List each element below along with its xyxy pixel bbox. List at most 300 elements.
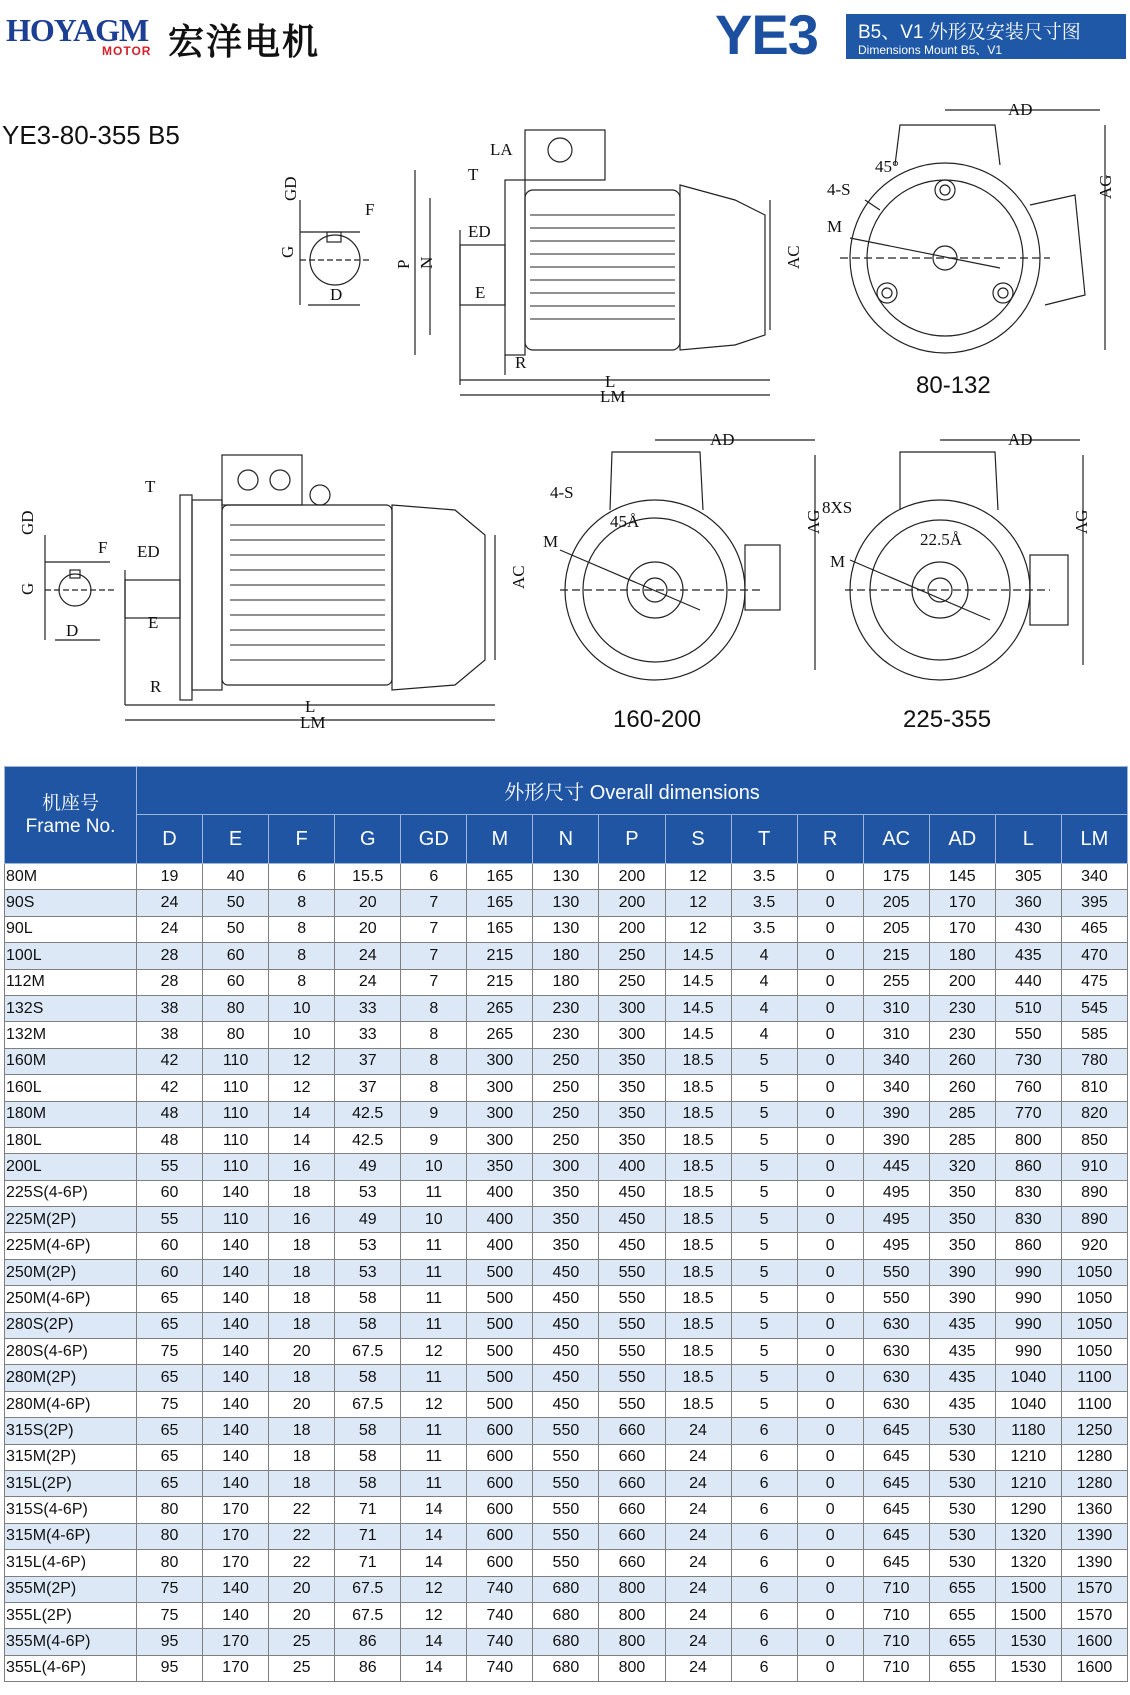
value-cell: 600: [467, 1470, 533, 1496]
value-cell: 71: [335, 1550, 401, 1576]
value-cell: 645: [863, 1497, 929, 1523]
label-r-b: R: [150, 677, 162, 696]
value-cell: 14: [269, 1127, 335, 1153]
value-cell: 75: [137, 1391, 203, 1417]
value-cell: 435: [929, 1391, 995, 1417]
value-cell: 495: [863, 1207, 929, 1233]
value-cell: 660: [599, 1444, 665, 1470]
value-cell: 14.5: [665, 1022, 731, 1048]
value-cell: 42: [137, 1075, 203, 1101]
value-cell: 435: [995, 943, 1061, 969]
value-cell: 530: [929, 1550, 995, 1576]
value-cell: 800: [599, 1602, 665, 1628]
dimension-drawings: [0, 100, 1130, 750]
value-cell: 4: [731, 969, 797, 995]
table-row: [5, 1180, 1128, 1206]
value-cell: 55: [137, 1154, 203, 1180]
frame-cell: 280M(4-6P): [5, 1391, 137, 1417]
value-cell: 24: [335, 943, 401, 969]
value-cell: 660: [599, 1523, 665, 1549]
value-cell: 760: [995, 1075, 1061, 1101]
value-cell: 435: [929, 1339, 995, 1365]
frame-header: [5, 767, 137, 864]
value-cell: 550: [599, 1391, 665, 1417]
table-row: [5, 1286, 1128, 1312]
value-cell: 11: [401, 1259, 467, 1285]
value-cell: 450: [599, 1233, 665, 1259]
value-cell: 170: [203, 1497, 269, 1523]
value-cell: 0: [797, 1312, 863, 1338]
value-cell: 305: [995, 864, 1061, 890]
value-cell: 250: [599, 943, 665, 969]
value-cell: 140: [203, 1339, 269, 1365]
value-cell: 550: [995, 1022, 1061, 1048]
value-cell: 0: [797, 1523, 863, 1549]
value-cell: 8: [269, 916, 335, 942]
value-cell: 140: [203, 1418, 269, 1444]
value-cell: 80: [203, 995, 269, 1021]
value-cell: 1530: [995, 1655, 1061, 1681]
value-cell: 550: [533, 1418, 599, 1444]
value-cell: 18: [269, 1180, 335, 1206]
value-cell: 740: [467, 1602, 533, 1628]
value-cell: 1210: [995, 1444, 1061, 1470]
label-m-mid: M: [543, 532, 559, 551]
value-cell: 5: [731, 1391, 797, 1417]
value-cell: 250: [533, 1101, 599, 1127]
label-g-b: G: [18, 582, 37, 595]
value-cell: 1290: [995, 1497, 1061, 1523]
value-cell: 33: [335, 995, 401, 1021]
caption-80-132: 80-132: [916, 372, 991, 399]
value-cell: 14: [401, 1497, 467, 1523]
end-view-80-132: [827, 100, 1115, 353]
value-cell: 67.5: [335, 1339, 401, 1365]
frame-cell: 180M: [5, 1101, 137, 1127]
value-cell: 5: [731, 1075, 797, 1101]
label-gd: GD: [281, 176, 300, 201]
value-cell: 95: [137, 1655, 203, 1681]
value-cell: 14.5: [665, 943, 731, 969]
value-cell: 390: [929, 1259, 995, 1285]
title-en: Dimensions Mount B5、V1: [858, 43, 1003, 57]
value-cell: 260: [929, 1048, 995, 1074]
value-cell: 1500: [995, 1602, 1061, 1628]
value-cell: 200: [599, 890, 665, 916]
value-cell: 25: [269, 1655, 335, 1681]
value-cell: 800: [599, 1576, 665, 1602]
value-cell: 6: [731, 1629, 797, 1655]
value-cell: 300: [467, 1101, 533, 1127]
value-cell: 18: [269, 1470, 335, 1496]
value-cell: 58: [335, 1286, 401, 1312]
value-cell: 1530: [995, 1629, 1061, 1655]
value-cell: 0: [797, 1259, 863, 1285]
column-header: T: [731, 815, 797, 864]
value-cell: 80: [137, 1550, 203, 1576]
column-header: R: [797, 815, 863, 864]
value-cell: 400: [599, 1154, 665, 1180]
value-cell: 770: [995, 1101, 1061, 1127]
value-cell: 450: [533, 1391, 599, 1417]
value-cell: 350: [467, 1154, 533, 1180]
value-cell: 230: [929, 995, 995, 1021]
label-f: F: [365, 200, 375, 219]
value-cell: 285: [929, 1127, 995, 1153]
value-cell: 1320: [995, 1550, 1061, 1576]
model-title: YE3-80-355 B5: [2, 120, 180, 150]
value-cell: 0: [797, 1365, 863, 1391]
overall-header: 外形尺寸 Overall dimensions: [137, 767, 1128, 815]
value-cell: 0: [797, 1180, 863, 1206]
value-cell: 450: [533, 1365, 599, 1391]
value-cell: 53: [335, 1233, 401, 1259]
value-cell: 475: [1061, 969, 1127, 995]
value-cell: 19: [137, 864, 203, 890]
value-cell: 170: [203, 1523, 269, 1549]
value-cell: 48: [137, 1127, 203, 1153]
value-cell: 12: [401, 1602, 467, 1628]
label-4s-mid: 4-S: [550, 483, 574, 502]
value-cell: 780: [1061, 1048, 1127, 1074]
value-cell: 340: [1061, 864, 1127, 890]
label-ac-b: AC: [509, 565, 528, 589]
value-cell: 500: [467, 1286, 533, 1312]
value-cell: 37: [335, 1075, 401, 1101]
label-e-top: E: [475, 283, 486, 302]
value-cell: 550: [599, 1312, 665, 1338]
value-cell: 22: [269, 1497, 335, 1523]
value-cell: 0: [797, 1339, 863, 1365]
value-cell: 550: [599, 1259, 665, 1285]
value-cell: 20: [269, 1576, 335, 1602]
value-cell: 0: [797, 1101, 863, 1127]
value-cell: 200: [599, 916, 665, 942]
value-cell: 6: [731, 1418, 797, 1444]
table-row: [5, 1602, 1128, 1628]
value-cell: 48: [137, 1101, 203, 1127]
column-header-row: [5, 815, 1128, 864]
value-cell: 740: [467, 1576, 533, 1602]
value-cell: 10: [401, 1154, 467, 1180]
value-cell: 38: [137, 1022, 203, 1048]
value-cell: 730: [995, 1048, 1061, 1074]
value-cell: 470: [1061, 943, 1127, 969]
value-cell: 680: [533, 1629, 599, 1655]
label-la: LA: [490, 140, 513, 159]
frame-cell: 315L(4-6P): [5, 1550, 137, 1576]
value-cell: 180: [929, 943, 995, 969]
value-cell: 645: [863, 1444, 929, 1470]
value-cell: 12: [401, 1391, 467, 1417]
value-cell: 58: [335, 1418, 401, 1444]
value-cell: 450: [599, 1180, 665, 1206]
value-cell: 4: [731, 995, 797, 1021]
value-cell: 80: [137, 1523, 203, 1549]
value-cell: 8: [269, 943, 335, 969]
value-cell: 58: [335, 1365, 401, 1391]
value-cell: 12: [665, 864, 731, 890]
value-cell: 395: [1061, 890, 1127, 916]
value-cell: 8: [401, 995, 467, 1021]
value-cell: 130: [533, 916, 599, 942]
frame-cell: 355L(2P): [5, 1602, 137, 1628]
column-header: L: [995, 815, 1061, 864]
value-cell: 340: [863, 1075, 929, 1101]
value-cell: 7: [401, 943, 467, 969]
table-row: [5, 1339, 1128, 1365]
column-header: E: [203, 815, 269, 864]
value-cell: 990: [995, 1312, 1061, 1338]
value-cell: 37: [335, 1048, 401, 1074]
value-cell: 400: [467, 1207, 533, 1233]
value-cell: 430: [995, 916, 1061, 942]
value-cell: 110: [203, 1154, 269, 1180]
value-cell: 18.5: [665, 1339, 731, 1365]
value-cell: 350: [599, 1075, 665, 1101]
value-cell: 95: [137, 1629, 203, 1655]
value-cell: 110: [203, 1127, 269, 1153]
value-cell: 310: [863, 1022, 929, 1048]
value-cell: 265: [467, 1022, 533, 1048]
table-row: [5, 1576, 1128, 1602]
value-cell: 740: [467, 1629, 533, 1655]
value-cell: 9: [401, 1101, 467, 1127]
value-cell: 16: [269, 1207, 335, 1233]
value-cell: 300: [467, 1075, 533, 1101]
value-cell: 1100: [1061, 1365, 1127, 1391]
value-cell: 360: [995, 890, 1061, 916]
value-cell: 18.5: [665, 1312, 731, 1338]
value-cell: 18.5: [665, 1180, 731, 1206]
label-l-top: L: [605, 372, 616, 391]
value-cell: 18.5: [665, 1048, 731, 1074]
value-cell: 170: [203, 1629, 269, 1655]
value-cell: 24: [137, 890, 203, 916]
value-cell: 860: [995, 1233, 1061, 1259]
label-e-b: E: [148, 613, 159, 632]
value-cell: 11: [401, 1286, 467, 1312]
value-cell: 830: [995, 1207, 1061, 1233]
value-cell: 33: [335, 1022, 401, 1048]
value-cell: 1040: [995, 1365, 1061, 1391]
value-cell: 350: [599, 1048, 665, 1074]
column-header: S: [665, 815, 731, 864]
column-header: AC: [863, 815, 929, 864]
value-cell: 630: [863, 1312, 929, 1338]
value-cell: 14: [269, 1101, 335, 1127]
value-cell: 660: [599, 1418, 665, 1444]
table-row: [5, 1444, 1128, 1470]
label-n: N: [417, 256, 436, 269]
value-cell: 0: [797, 1048, 863, 1074]
value-cell: 1570: [1061, 1602, 1127, 1628]
table-body: [5, 864, 1128, 1682]
value-cell: 55: [137, 1207, 203, 1233]
frame-cell: 315L(2P): [5, 1470, 137, 1496]
label-ag-right: AG: [1072, 509, 1091, 534]
value-cell: 18.5: [665, 1286, 731, 1312]
value-cell: 50: [203, 890, 269, 916]
value-cell: 550: [533, 1550, 599, 1576]
end-view-160-200: [543, 430, 823, 680]
value-cell: 170: [929, 890, 995, 916]
label-8xs: 8XS: [822, 498, 853, 517]
value-cell: 660: [599, 1497, 665, 1523]
value-cell: 1600: [1061, 1655, 1127, 1681]
value-cell: 18.5: [665, 1391, 731, 1417]
value-cell: 205: [863, 890, 929, 916]
value-cell: 1050: [1061, 1259, 1127, 1285]
table-row: [5, 916, 1128, 942]
frame-cell: 280M(2P): [5, 1365, 137, 1391]
value-cell: 390: [929, 1286, 995, 1312]
value-cell: 18: [269, 1312, 335, 1338]
value-cell: 435: [929, 1365, 995, 1391]
table-row: [5, 1497, 1128, 1523]
value-cell: 300: [599, 995, 665, 1021]
value-cell: 6: [731, 1550, 797, 1576]
column-header: AD: [929, 815, 995, 864]
caption-160-200: 160-200: [613, 706, 702, 733]
value-cell: 11: [401, 1444, 467, 1470]
value-cell: 530: [929, 1523, 995, 1549]
value-cell: 75: [137, 1602, 203, 1628]
value-cell: 20: [335, 916, 401, 942]
value-cell: 28: [137, 943, 203, 969]
value-cell: 5: [731, 1101, 797, 1127]
value-cell: 600: [467, 1418, 533, 1444]
value-cell: 12: [665, 890, 731, 916]
column-header: GD: [401, 815, 467, 864]
value-cell: 810: [1061, 1075, 1127, 1101]
value-cell: 86: [335, 1655, 401, 1681]
value-cell: 1250: [1061, 1418, 1127, 1444]
value-cell: 20: [269, 1602, 335, 1628]
value-cell: 710: [863, 1629, 929, 1655]
value-cell: 530: [929, 1470, 995, 1496]
table-row: [5, 969, 1128, 995]
value-cell: 22: [269, 1523, 335, 1549]
table-row: [5, 995, 1128, 1021]
value-cell: 4: [731, 943, 797, 969]
side-view-large: [125, 455, 528, 732]
value-cell: 140: [203, 1444, 269, 1470]
frame-cell: 160L: [5, 1075, 137, 1101]
value-cell: 660: [599, 1550, 665, 1576]
value-cell: 24: [665, 1655, 731, 1681]
value-cell: 12: [401, 1576, 467, 1602]
frame-cell: 250M(4-6P): [5, 1286, 137, 1312]
value-cell: 255: [863, 969, 929, 995]
value-cell: 130: [533, 890, 599, 916]
label-ag-top: AG: [1096, 174, 1115, 199]
value-cell: 1570: [1061, 1576, 1127, 1602]
value-cell: 145: [929, 864, 995, 890]
value-cell: 60: [137, 1259, 203, 1285]
value-cell: 0: [797, 890, 863, 916]
value-cell: 250: [533, 1075, 599, 1101]
label-lm-top: LM: [600, 387, 626, 406]
label-ac-top: AC: [784, 245, 803, 269]
value-cell: 0: [797, 969, 863, 995]
value-cell: 1040: [995, 1391, 1061, 1417]
value-cell: 60: [203, 943, 269, 969]
value-cell: 60: [137, 1180, 203, 1206]
value-cell: 12: [401, 1339, 467, 1365]
table-row: [5, 1629, 1128, 1655]
frame-cell: 132S: [5, 995, 137, 1021]
value-cell: 80: [137, 1497, 203, 1523]
value-cell: 400: [467, 1233, 533, 1259]
value-cell: 550: [533, 1523, 599, 1549]
value-cell: 1210: [995, 1470, 1061, 1496]
value-cell: 660: [599, 1470, 665, 1496]
frame-cell: 225M(2P): [5, 1207, 137, 1233]
label-lm-b: LM: [300, 713, 326, 732]
value-cell: 49: [335, 1207, 401, 1233]
frame-cell: 280S(2P): [5, 1312, 137, 1338]
value-cell: 18: [269, 1444, 335, 1470]
value-cell: 20: [335, 890, 401, 916]
value-cell: 8: [269, 890, 335, 916]
caption-225-355: 225-355: [903, 706, 992, 733]
value-cell: 495: [863, 1233, 929, 1259]
frame-cell: 90L: [5, 916, 137, 942]
table-row: [5, 864, 1128, 890]
value-cell: 550: [533, 1470, 599, 1496]
frame-cell: 225M(4-6P): [5, 1233, 137, 1259]
value-cell: 18.5: [665, 1207, 731, 1233]
value-cell: 890: [1061, 1207, 1127, 1233]
value-cell: 53: [335, 1180, 401, 1206]
value-cell: 20: [269, 1339, 335, 1365]
value-cell: 0: [797, 1233, 863, 1259]
value-cell: 24: [665, 1550, 731, 1576]
end-view-225-355: [822, 430, 1091, 680]
value-cell: 8: [269, 969, 335, 995]
value-cell: 200: [929, 969, 995, 995]
value-cell: 49: [335, 1154, 401, 1180]
value-cell: 58: [335, 1444, 401, 1470]
brand-logo: HOYAGM: [6, 12, 149, 48]
column-header: M: [467, 815, 533, 864]
shaft-section-bottom: [18, 510, 115, 640]
value-cell: 6: [401, 864, 467, 890]
value-cell: 1180: [995, 1418, 1061, 1444]
value-cell: 110: [203, 1207, 269, 1233]
value-cell: 860: [995, 1154, 1061, 1180]
value-cell: 0: [797, 1576, 863, 1602]
value-cell: 1050: [1061, 1339, 1127, 1365]
value-cell: 445: [863, 1154, 929, 1180]
table-row: [5, 1470, 1128, 1496]
value-cell: 42.5: [335, 1101, 401, 1127]
value-cell: 8: [401, 1075, 467, 1101]
frame-cell: 355L(4-6P): [5, 1655, 137, 1681]
value-cell: 18: [269, 1259, 335, 1285]
value-cell: 140: [203, 1365, 269, 1391]
value-cell: 0: [797, 1286, 863, 1312]
value-cell: 655: [929, 1655, 995, 1681]
frame-cell: 250M(2P): [5, 1259, 137, 1285]
value-cell: 165: [467, 864, 533, 890]
frame-header-cn: 机座号: [41, 793, 99, 814]
label-ag-mid: AG: [804, 509, 823, 534]
value-cell: 0: [797, 1497, 863, 1523]
value-cell: 655: [929, 1602, 995, 1628]
value-cell: 655: [929, 1576, 995, 1602]
